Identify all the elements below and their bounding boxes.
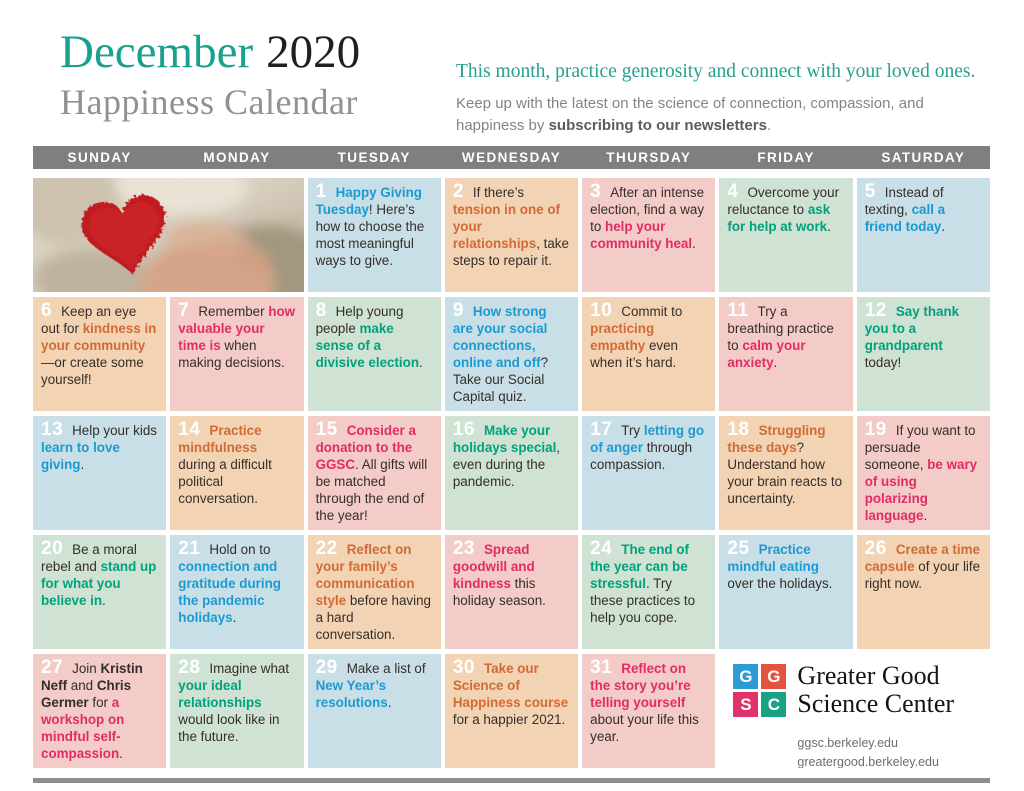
calendar-day-13 <box>33 416 166 530</box>
org-urls <box>797 734 990 768</box>
day-text: Keep an eye out for <box>41 304 137 336</box>
day-number: 13 <box>41 419 64 440</box>
day-link[interactable]: learn to love giving <box>41 440 120 472</box>
day-link[interactable]: help your community heal <box>590 219 693 251</box>
day-link[interactable]: Practice mindful eating <box>727 542 819 574</box>
calendar-day-4 <box>719 178 852 292</box>
calendar-day-16 <box>445 416 578 530</box>
calendar-day-28 <box>170 654 303 768</box>
day-number: 7 <box>178 300 190 321</box>
weekday-header-bar <box>33 146 990 169</box>
day-text: . <box>102 593 106 608</box>
calendar-day-31 <box>582 654 715 768</box>
calendar-day-21 <box>170 535 303 649</box>
day-text: during a difficult political conversation. <box>178 457 272 506</box>
day-number: 18 <box>727 419 750 440</box>
day-number: 3 <box>590 181 602 202</box>
day-link[interactable]: make sense of a divisive election <box>315 321 420 370</box>
weekday-label-monday: MONDAY <box>203 150 271 165</box>
day-link[interactable]: Reflect on the story you’re telling yourself <box>590 661 691 710</box>
day-link[interactable]: how valuable your time is <box>178 304 296 353</box>
day-text: ! Here’s how to choose the most meaningful ways to give. <box>315 202 425 268</box>
day-text: . <box>419 355 423 370</box>
calendar-day-5 <box>857 178 990 292</box>
day-text: would look like in the future. <box>178 712 280 744</box>
calendar-day-30 <box>445 654 578 768</box>
day-link[interactable]: Reflect on your family’s communication style <box>315 542 415 608</box>
day-link[interactable]: Make your holidays special <box>452 423 557 455</box>
day-number: 4 <box>727 181 739 202</box>
greatergood-url-link[interactable]: greatergood.berkeley.edu <box>797 755 939 768</box>
day-number: 16 <box>452 419 475 440</box>
day-link[interactable]: your ideal relationships <box>178 678 262 710</box>
day-number: 31 <box>590 657 613 678</box>
day-number: 30 <box>452 657 475 678</box>
day-text: . <box>387 695 392 710</box>
day-text: After an intense election, find a way to <box>590 185 705 234</box>
day-text: Join <box>72 661 101 676</box>
ggsc-url-link[interactable]: ggsc.berkeley.edu <box>797 736 898 750</box>
day-link[interactable]: ask for help at work <box>727 202 831 234</box>
day-link[interactable]: Spread goodwill and kindness <box>452 542 535 591</box>
day-text: Try a breathing practice to <box>727 304 834 353</box>
calendar-day-1 <box>308 178 441 292</box>
day-number: 27 <box>41 657 64 678</box>
day-text: before having a hard conversation. <box>315 593 431 642</box>
day-text: ? Take our Social Capital quiz. <box>452 355 549 404</box>
day-number: 25 <box>727 538 750 559</box>
heart-photo-illustration <box>33 178 304 292</box>
calendar-day-7 <box>170 297 303 411</box>
day-number: 14 <box>178 419 201 440</box>
day-text: for <box>88 695 112 710</box>
day-text: Hold on to <box>209 542 271 557</box>
day-text: Make a list of <box>346 661 426 676</box>
day-text: and <box>67 678 97 693</box>
calendar-day-11 <box>719 297 852 411</box>
org-name-line1: Greater Good <box>797 661 940 690</box>
logo-letter-s: S <box>733 692 758 717</box>
day-link[interactable]: tension in one of your relationships <box>452 202 560 251</box>
logo-letter-g1: G <box>733 664 758 689</box>
day-text: , take steps to repair it. <box>452 236 569 268</box>
day-text: Instead of texting, <box>864 185 944 217</box>
day-text-bold: Chris Germer <box>41 678 132 710</box>
day-link[interactable]: letting go of anger <box>590 423 705 455</box>
day-link[interactable]: New Year’s resolutions <box>315 678 388 710</box>
weekday-label-wednesday: WEDNESDAY <box>461 150 562 165</box>
day-text: . <box>941 219 946 234</box>
day-link[interactable]: Create a time capsule <box>864 542 980 574</box>
day-link[interactable]: Consider a donation to the GGSC <box>315 423 416 472</box>
calendar-day-10 <box>582 297 715 411</box>
calendar-day-2 <box>445 178 578 292</box>
org-name-line2: Science Center <box>797 689 955 718</box>
day-text: . <box>232 610 237 625</box>
day-link[interactable]: Say thank you to a grandparent <box>864 304 960 353</box>
day-number: 21 <box>178 538 201 559</box>
day-link[interactable]: Take our Science of Happiness course <box>452 661 569 710</box>
day-text: Try <box>621 423 644 438</box>
day-number: 20 <box>41 538 64 559</box>
calendar-day-9 <box>445 297 578 411</box>
title-subtitle: Happiness Calendar <box>60 82 358 122</box>
day-number: 12 <box>864 300 887 321</box>
calendar-day-17 <box>582 416 715 530</box>
day-number: 29 <box>315 657 338 678</box>
day-link[interactable]: Happy Giving Tuesday <box>315 185 422 217</box>
day-number: 5 <box>864 181 876 202</box>
blurb-text: Keep up with the latest on the science of connection, compassion, and happiness by <box>456 95 924 134</box>
day-text: over the holidays. <box>727 576 833 591</box>
org-name <box>797 662 954 718</box>
weekday-label-thursday: THURSDAY <box>606 150 692 165</box>
calendar-day-26 <box>857 535 990 649</box>
day-number: 19 <box>864 419 887 440</box>
calendar-day-18 <box>719 416 852 530</box>
calendar-day-6 <box>33 297 166 411</box>
day-text: —or create some yourself! <box>41 355 144 387</box>
weekday-label-sunday: SUNDAY <box>67 150 132 165</box>
bottom-rule <box>33 778 990 783</box>
day-link[interactable]: stand up for what you believe in <box>41 559 157 608</box>
calendar-day-24 <box>582 535 715 649</box>
weekday-label-tuesday: TUESDAY <box>337 150 411 165</box>
day-text: Remember <box>198 304 269 319</box>
calendar-day-20 <box>33 535 166 649</box>
weekday-label-saturday: SATURDAY <box>881 150 966 165</box>
day-text: ? Understand how your brain reacts to uncertainty. <box>727 440 843 506</box>
day-link[interactable]: practicing empathy <box>590 321 655 353</box>
calendar-day-22 <box>308 535 441 649</box>
logo-letter-g2: G <box>761 664 786 689</box>
day-number: 10 <box>590 300 613 321</box>
day-link[interactable]: be wary of using polarizing language <box>864 457 978 523</box>
day-link[interactable]: Struggling these days <box>727 423 826 455</box>
photo-hands-holding-heart <box>33 178 304 292</box>
monthly-theme-text: This month, practice generosity and connect with your loved ones. <box>456 61 976 82</box>
day-text: Commit to <box>621 304 683 319</box>
day-link[interactable]: How strong are your social connections, online and off <box>452 304 548 370</box>
day-text: of your life right now. <box>864 559 981 591</box>
day-text: . <box>119 746 123 761</box>
calendar-day-27 <box>33 654 166 768</box>
day-text: this holiday season. <box>452 576 546 608</box>
title-month: December <box>60 26 254 78</box>
day-link[interactable]: a workshop on mindful self-compassion <box>41 695 125 761</box>
day-number: 24 <box>590 538 613 559</box>
calendar-day-23 <box>445 535 578 649</box>
calendar-day-3 <box>582 178 715 292</box>
day-number: 28 <box>178 657 201 678</box>
day-text: today! <box>864 355 902 370</box>
day-text: . <box>80 457 85 472</box>
day-text: Be a moral rebel and <box>41 542 137 574</box>
day-text: Overcome your reluctance to <box>727 185 840 217</box>
title-year: 2020 <box>266 26 361 78</box>
day-text: . <box>692 236 696 251</box>
day-number: 8 <box>315 300 327 321</box>
day-text: . <box>827 219 831 234</box>
day-text: even when it’s hard. <box>590 338 678 370</box>
day-text: when making decisions. <box>178 338 285 370</box>
day-text: Imagine what <box>209 661 290 676</box>
day-number: 6 <box>41 300 53 321</box>
day-text: Help young people <box>315 304 404 336</box>
day-text: If you want to persuade someone, <box>864 423 976 472</box>
calendar-day-12 <box>857 297 990 411</box>
ggsc-logo-block <box>719 654 990 768</box>
day-text: . <box>923 508 928 523</box>
day-link[interactable]: call a friend today <box>864 202 946 234</box>
weekday-label-friday: FRIDAY <box>757 150 815 165</box>
calendar-day-19 <box>857 416 990 530</box>
logo-letter-c: C <box>761 692 786 717</box>
day-text: Help your kids <box>72 423 157 438</box>
day-text: . All gifts will be matched through the end of the year! <box>315 457 428 523</box>
day-number: 2 <box>452 181 464 202</box>
calendar-day-14 <box>170 416 303 530</box>
day-text: . <box>773 355 778 370</box>
day-link[interactable]: Practice mindfulness <box>178 423 262 455</box>
calendar-day-29 <box>308 654 441 768</box>
day-number: 1 <box>315 181 327 202</box>
day-number: 23 <box>452 538 475 559</box>
day-number: 11 <box>727 300 749 321</box>
day-text: , even during the pandemic. <box>452 440 561 489</box>
day-number: 17 <box>590 419 613 440</box>
calendar-day-8 <box>308 297 441 411</box>
day-text: for a happier 2021. <box>452 712 566 727</box>
day-text: about your life this year. <box>590 712 699 744</box>
intro-block <box>456 60 1001 137</box>
calendar-day-25 <box>719 535 852 649</box>
day-number: 26 <box>864 538 887 559</box>
newsletter-blurb <box>456 93 981 137</box>
day-number: 22 <box>315 538 338 559</box>
calendar-title <box>60 26 360 122</box>
day-text: through compassion. <box>590 440 693 472</box>
day-link[interactable]: calm your anxiety <box>727 338 806 370</box>
day-link[interactable]: connection and gratitude during the pandemic holidays <box>178 559 281 625</box>
day-text-bold: Kristin Neff <box>41 661 143 693</box>
day-number: 9 <box>452 300 464 321</box>
calendar-grid <box>33 178 990 768</box>
day-link[interactable]: The end of the year can be stressful <box>590 542 689 591</box>
subscribe-newsletters-link[interactable]: subscribing to our newsletters <box>548 117 767 134</box>
day-text: If there’s <box>472 185 525 200</box>
day-text: . Try these practices to help you cope. <box>590 576 696 625</box>
ggsc-logo-icon <box>733 664 786 717</box>
blurb-text-end: . <box>766 117 772 134</box>
day-number: 15 <box>315 419 338 440</box>
day-link[interactable]: kindness in your community <box>41 321 157 353</box>
calendar-day-15 <box>308 416 441 530</box>
